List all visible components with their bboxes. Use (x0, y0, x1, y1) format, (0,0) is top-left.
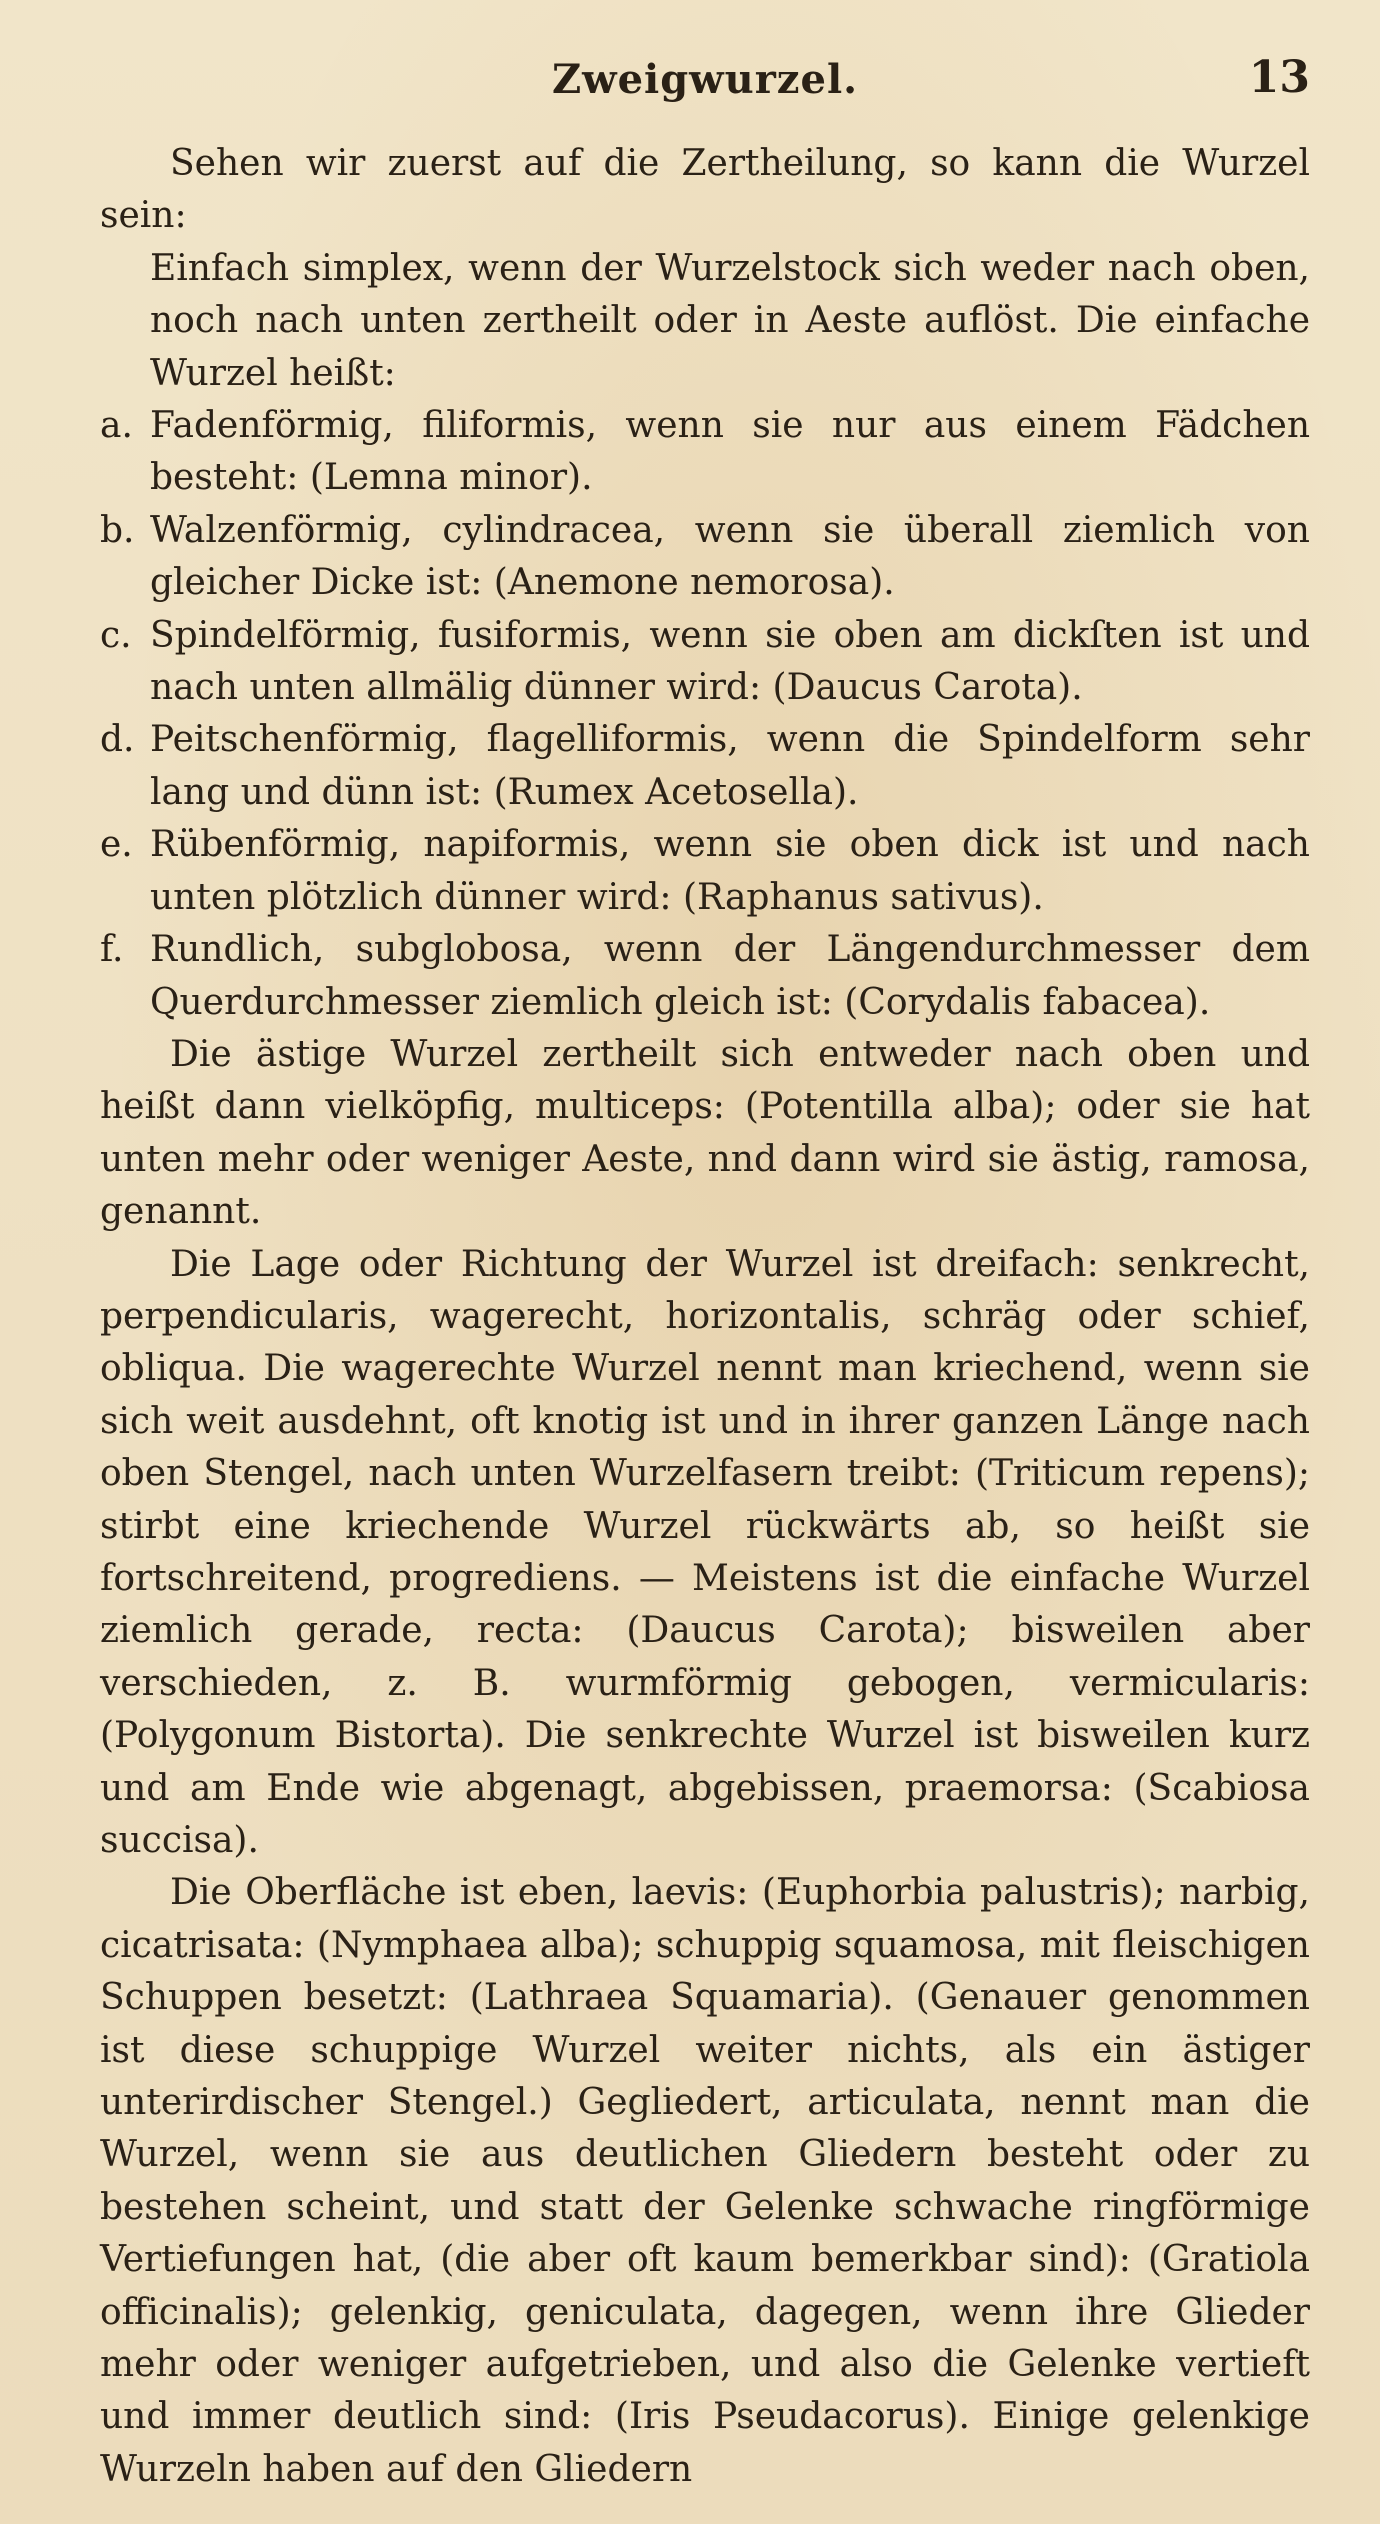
paragraph-direction: Die Lage oder Richtung der Wurzel ist dreifach: senkrecht, perpendicularis, wagerecht, horizontalis, schräg oder schief, obliqua. Die wagerechte Wurzel nennt man kriechend, wenn sie sich weit ausdehnt, oft knotig ist und in ihrer ganzen Länge nach oben Stengel, nach unten Wurzelfasern treibt: (Triticum repens); stirbt eine kriechende Wurzel rückwärts ab, so heißt sie fortschreitend, progrediens. — Meistens ist die einfache Wurzel ziemlich gerade, recta: (Daucus Carota); bisweilen aber verschieden, z. B. wurmförmig gebogen, vermicularis: (Polygonum Bistorta). Die senkrechte Wurzel ist bisweilen kurz und am Ende wie abgenagt, abgebissen, praemorsa: (Scabiosa succisa). (100, 1243, 1310, 1861)
page-header (100, 48, 1310, 118)
item-label: d. (100, 719, 135, 761)
item-label: f. (100, 929, 124, 971)
item-label: b. (100, 509, 135, 551)
item-label: c. (100, 614, 132, 656)
item-text: Spindelförmig, fusiformis, wenn sie oben am dickſten ist und nach unten allmälig dünner wird: (Daucus Carota). (150, 614, 1310, 709)
item-text: Walzenförmig, cylindracea, wenn sie überall ziemlich von gleicher Dicke ist: (Anemone nemorosa). (150, 509, 1310, 604)
page-number: 13 (1248, 52, 1310, 103)
intro-paragraph: Einfach simplex, wenn der Wurzelstock sich weder nach oben, noch nach unten zertheilt oder in Aeste auflöst. Die einfache Wurzel heißt: (150, 247, 1310, 394)
list-item (100, 924, 1310, 1029)
item-text: Rübenförmig, napiformis, wenn sie oben dick ist und nach unten plötzlich dünner wird: (Raphanus sativus). (150, 824, 1310, 918)
list-item (100, 714, 1310, 819)
item-label: e. (100, 824, 133, 866)
item-text: Fadenförmig, filiformis, wenn sie nur aus einem Fädchen besteht: (Lemna minor). (150, 405, 1310, 499)
list-item (100, 400, 1310, 505)
body-text (100, 138, 1310, 2496)
list-item (100, 610, 1310, 715)
item-label: a. (100, 405, 133, 447)
list-item (100, 505, 1310, 610)
list-item (100, 819, 1310, 924)
intro-line: Sehen wir zuerst auf die Zertheilung, so kann die Wurzel sein: (100, 143, 1310, 237)
paragraph-branching: Die ästige Wurzel zertheilt sich entweder nach oben und heißt dann vielköpfig, multiceps: (Potentilla alba); oder sie hat unten mehr oder weniger Aeste, nnd dann wird sie ästig, ramosa, genannt. (100, 1033, 1310, 1233)
item-text: Rundlich, subglobosa, wenn der Längendurchmesser dem Querdurchmesser ziemlich gleich ist: (Corydalis fabacea). (150, 929, 1310, 1023)
paragraph-surface: Die Oberfläche ist eben, laevis: (Euphorbia palustris); narbig, cicatrisata: (Nymphaea alba); schuppig squamosa, mit fleischigen Schuppen besetzt: (Lathraea Squamaria). (Genauer genommen ist diese schuppige Wurzel weiter nichts, als ein ästiger unterirdischer Stengel.) Gegliedert, articulata, nennt man die Wurzel, wenn sie aus deutlichen Gliedern besteht oder zu bestehen scheint, und statt der Gelenke schwache ringförmige Vertiefungen hat, (die aber oft kaum bemerkbar sind): (Gratiola officinalis); gelenkig, geniculata, dagegen, wenn ihre Glieder mehr oder weniger aufgetrieben, und also die Gelenke vertieft und immer deutlich sind: (Iris Pseudacorus). Einige gelenkige Wurzeln haben auf den Gliedern (100, 1872, 1310, 2490)
running-title: Zweigwurzel. (551, 56, 859, 103)
item-text: Peitschenförmig, flagelliformis, wenn die Spindelform sehr lang und dünn ist: (Rumex Acetosella). (150, 719, 1310, 813)
